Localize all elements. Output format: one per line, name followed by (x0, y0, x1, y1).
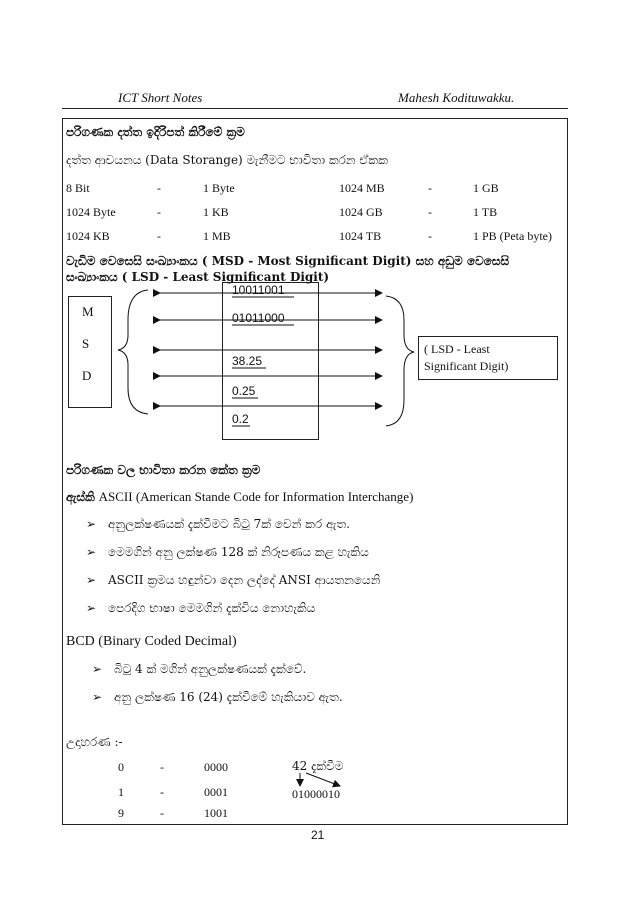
section2-title-line2: සංඛ්‍යාංකය ( LSD - Least Significant Digit) (66, 270, 330, 284)
arrow-bullet-icon: ➢ (86, 545, 97, 559)
decimal-number: 0.25 (232, 384, 256, 398)
right-brace (386, 296, 414, 426)
binary-number: 01011000 (232, 311, 285, 325)
section4-title: BCD (Binary Coded Decimal) (66, 634, 237, 649)
section2-title-line1: වැඩිම වෙසෙසි සංඛ්‍යාංකය ( MSD - Most Significant Digit) සහ අඩුම වෙසෙසි (66, 254, 510, 268)
arrow-bullet-icon: ➢ (86, 573, 97, 587)
section1-subtitle: දත්ත ආචයනය (Data Storange) මැනීමට භාවිතා කරන ඒකක (66, 153, 388, 167)
bcd-arrow (306, 773, 340, 786)
ascii-line (66, 489, 413, 505)
list-item: ➢ බිටු 4 ක් මගින් අනුලක්ෂණයක් දැක්වේ. (92, 662, 307, 676)
list-item: ➢ පෙරදිග භාෂා මෙමගින් දැක්විය නොහැකිය (86, 601, 316, 615)
binary-number: 10011001 (232, 283, 285, 297)
section1-title: පරිගණක දත්ත ඉදිරිපත් කිරීමේ ක්‍රම (66, 125, 245, 139)
header-right: Mahesh Kodituwakku. (398, 90, 515, 105)
header-left: ICT Short Notes (118, 90, 203, 105)
list-item: ➢ මෙමගින් අනු ලක්ෂණ 128 ක් නිරූපණය කළ හැකිය (86, 545, 369, 559)
ascii-text: ASCII (American Stande Code for Information Interchange) (98, 489, 414, 504)
list-item: ➢ අනු ලක්ෂණ 16 (24) දැක්වීමේ හැකියාව ඇත. (92, 690, 343, 704)
section3-title: පරිගණක වල භාවිතා කරන කේත ක්‍රම (66, 463, 261, 477)
lsd-label-line2: Significant Digit) (424, 359, 509, 373)
msd-letter: M (82, 304, 94, 319)
left-brace (118, 290, 148, 414)
bcd-demo-value: 01000010 (292, 787, 340, 801)
arrow-bullet-icon: ➢ (86, 517, 97, 531)
msd-letter: D (82, 368, 92, 383)
example-label: උදාහරණ :- (66, 735, 123, 749)
bcd-demo-label: 42 දැක්වීම (292, 759, 344, 773)
page-number: 21 (311, 828, 325, 842)
arrow-bullet-icon: ➢ (86, 601, 97, 615)
list-item: ➢ අනුලක්ෂණයක් දැක්වීමට බිටු 7ක් වෙන් කර ඇත. (86, 517, 350, 531)
ascii-label: ඇස්කි (66, 490, 95, 504)
decimal-number: 38.25 (232, 354, 263, 368)
list-item: ➢ ASCII ක්‍රමය හඳුන්වා දෙන ලද්දේ ANSI ආයතනයෙනි (86, 573, 381, 587)
lsd-label-line1: ( LSD - Least (424, 342, 490, 356)
msd-letter: S (82, 336, 90, 351)
decimal-number: 0.2 (232, 412, 249, 426)
arrow-bullet-icon: ➢ (92, 662, 103, 676)
arrow-bullet-icon: ➢ (92, 690, 103, 704)
